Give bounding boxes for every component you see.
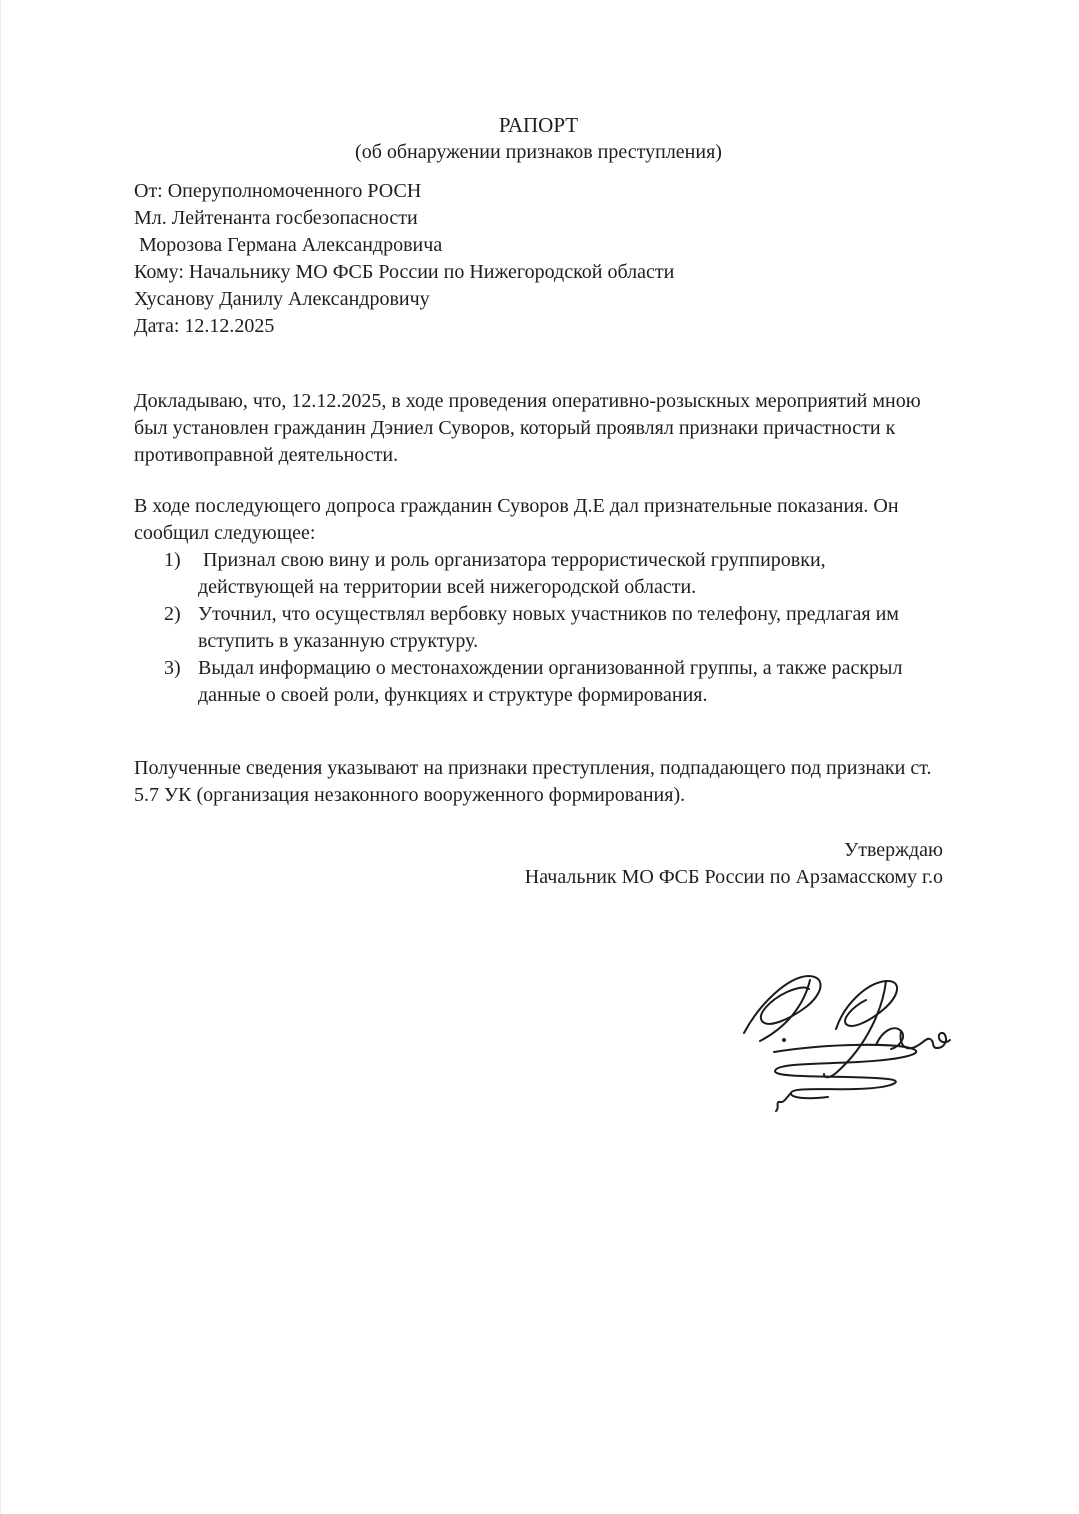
- list-item-text: Признал свою вину и роль организатора террористической группировки, действующей на территории всей нижегородской области.: [198, 549, 831, 598]
- approval-word: Утверждаю: [844, 839, 943, 861]
- list-item-text: Уточнил, что осуществлял вербовку новых участников по телефону, предлагая им вступить в указанную структуру.: [198, 603, 904, 652]
- list-item-marker: 2): [164, 603, 181, 625]
- title-block: [134, 112, 943, 166]
- paragraph-interrogation-intro: В ходе последующего допроса гражданин Суворов Д.Е дал признательные показания. Он сообщил следующее:: [134, 495, 904, 544]
- list-item: [134, 547, 943, 601]
- testimony-list: [134, 547, 943, 709]
- paragraph-conclusion: Полученные сведения указывают на признаки преступления, подпадающего под признаки ст. 5.7 УК (организация незаконного вооруженного формирования).: [134, 757, 937, 806]
- list-item-marker: 3): [164, 657, 181, 679]
- signature-area: [134, 967, 943, 1117]
- header-line-rank: Мл. Лейтенанта госбезопасности: [134, 207, 418, 229]
- approval-signer-title: Начальник МО ФСБ России по Арзамасскому г.о: [524, 866, 943, 888]
- header-line-author-name: Морозова Германа Александровича: [134, 234, 443, 256]
- document-title: РАПОРТ: [498, 113, 579, 137]
- document-header-block: [134, 178, 943, 340]
- list-item: [134, 655, 943, 709]
- paragraph-report-body: Докладываю, что, 12.12.2025, в ходе проведения оперативно-розыскных мероприятий мною был установлен гражданин Дэниел Суворов, который проявлял признаки причастности к противоправной деятельности.: [134, 390, 926, 466]
- list-item: [134, 601, 943, 655]
- list-item-marker: 1): [164, 549, 181, 571]
- header-line-date: Дата: 12.12.2025: [134, 315, 275, 337]
- approval-block: [134, 837, 943, 891]
- document-subtitle: (об обнаружении признаков преступления): [355, 141, 722, 163]
- header-line-recipient-name: Хусанову Данилу Александровичу: [134, 288, 430, 310]
- list-item-text: Выдал информацию о местонахождении организованной группы, а также раскрыл данные о своей роли, функциях и структуре формирования.: [198, 657, 908, 706]
- signature-handwritten-icon: [740, 967, 955, 1112]
- header-line-to: Кому: Начальнику МО ФСБ России по Нижегородской области: [134, 261, 675, 283]
- header-line-from: От: Оперуполномоченного РОСН: [134, 180, 422, 202]
